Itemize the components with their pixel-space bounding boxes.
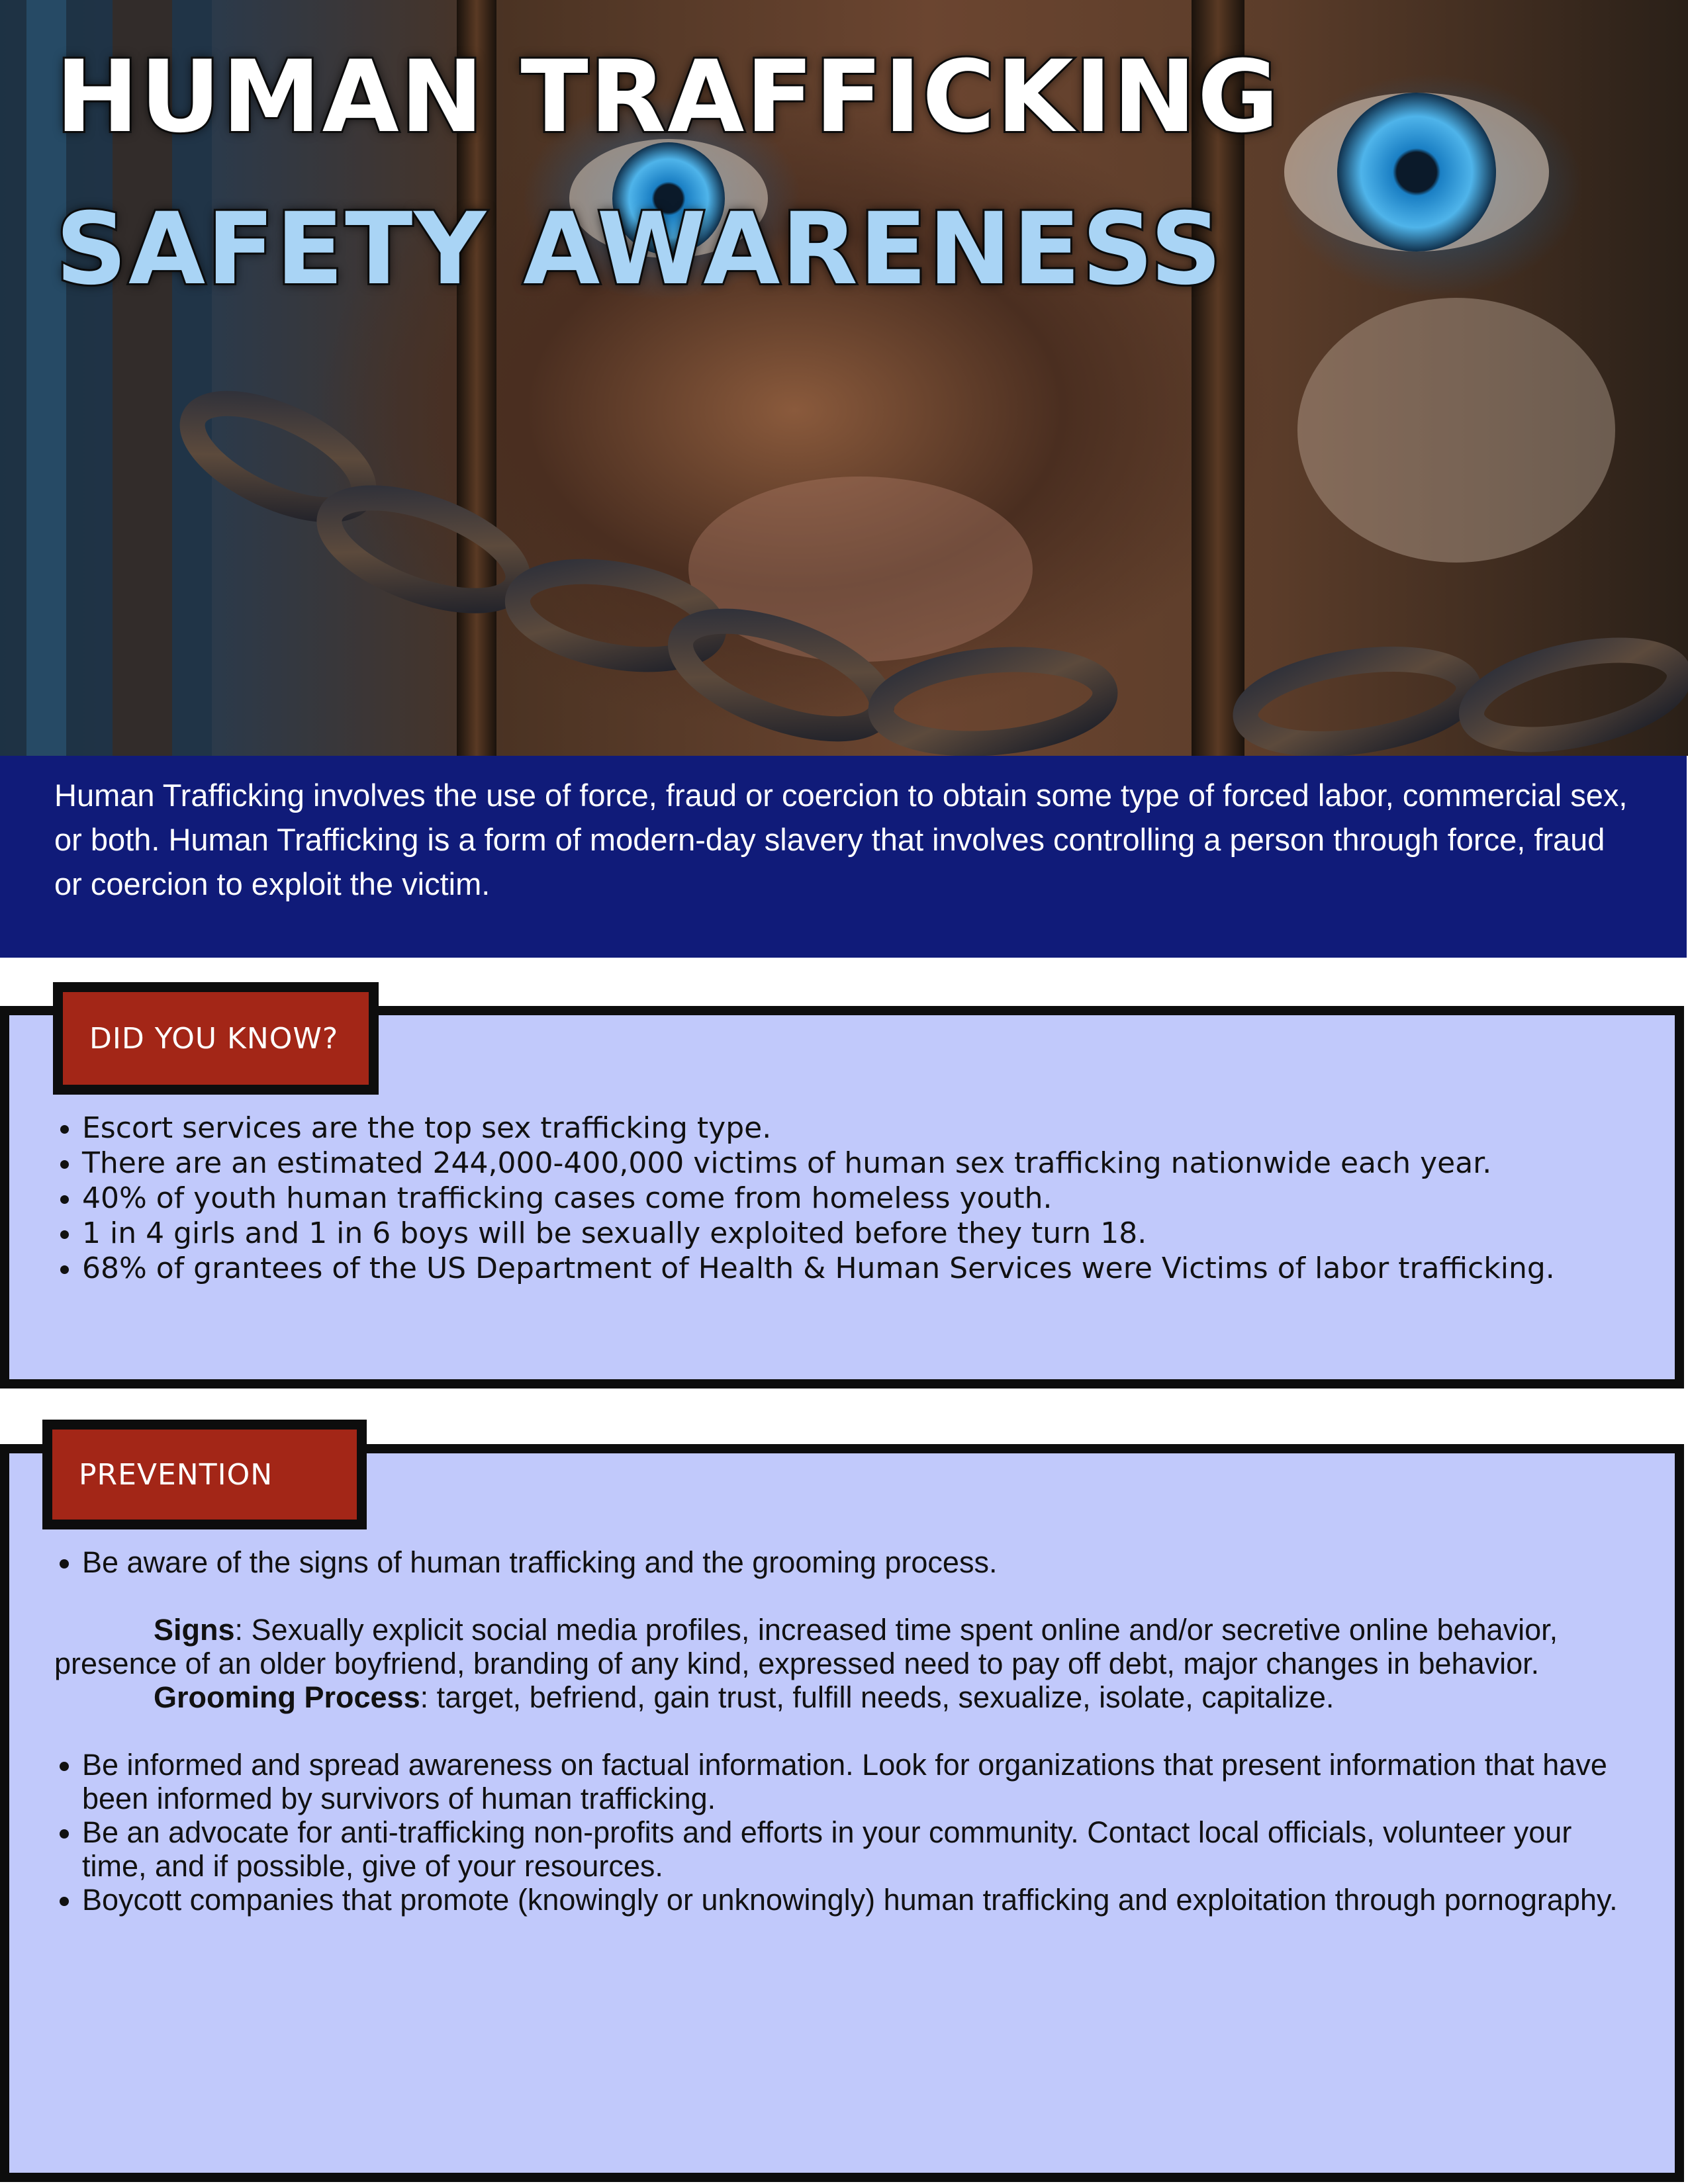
- intro-text: Human Trafficking involves the use of force, fraud or coercion to obtain some type of forced labor, commercial sex, or both. Human Trafficking is a form of modern-day slavery that involves controlling a person through force, fraud or coercion to exploit the victim.: [54, 778, 1628, 901]
- grooming-text: : target, befriend, gain trust, fulfill needs, sexualize, isolate, capitalize.: [420, 1680, 1335, 1714]
- grooming-label: Grooming Process: [154, 1680, 420, 1714]
- page-subtitle: SAFETY AWARENESS: [56, 192, 1223, 307]
- list-item: • 1 in 4 girls and 1 in 6 boys will be sexually exploited before they turn 18.: [82, 1216, 1688, 1251]
- prevention-body: [54, 1545, 1643, 1917]
- did-you-know-heading: DID YOU KNOW?: [53, 982, 379, 1095]
- prevention-heading: PREVENTION: [42, 1420, 367, 1529]
- grooming-paragraph: [54, 1680, 1643, 1714]
- signs-paragraph: [54, 1613, 1643, 1680]
- eye-right-icon: [1337, 93, 1496, 251]
- list-item: • Boycott companies that promote (knowingly or unknowingly) human trafficking and exploitation through pornography.: [82, 1883, 1643, 1917]
- signs-text: : Sexually explicit social media profiles, increased time spent online and/or secretive online behavior, presence of an older boyfriend, branding of any kind, expressed need to pay off debt, major changes in behavior.: [54, 1613, 1558, 1680]
- list-item: • Be aware of the signs of human trafficking and the grooming process.: [82, 1545, 1643, 1579]
- list-item: • 40% of youth human trafficking cases come from homeless youth.: [82, 1181, 1688, 1216]
- intro-band: [0, 756, 1687, 958]
- hero-banner: [0, 0, 1688, 756]
- list-item: • There are an estimated 244,000-400,000 victims of human sex trafficking nationwide each year.: [82, 1146, 1688, 1181]
- list-item: • Be informed and spread awareness on factual information. Look for organizations that present information that have been informed by survivors of human trafficking.: [82, 1748, 1643, 1815]
- page-title: HUMAN TRAFFICKING: [56, 40, 1280, 155]
- list-item: • Be an advocate for anti-trafficking non-profits and efforts in your community. Contact local officials, volunteer your time, and if possible, give of your resources.: [82, 1815, 1643, 1883]
- facts-list: [46, 1111, 1688, 1286]
- list-item: • Escort services are the top sex trafficking type.: [82, 1111, 1688, 1146]
- signs-label: Signs: [154, 1613, 235, 1647]
- list-item: • 68% of grantees of the US Department of Health & Human Services were Victims of labor trafficking.: [82, 1251, 1688, 1286]
